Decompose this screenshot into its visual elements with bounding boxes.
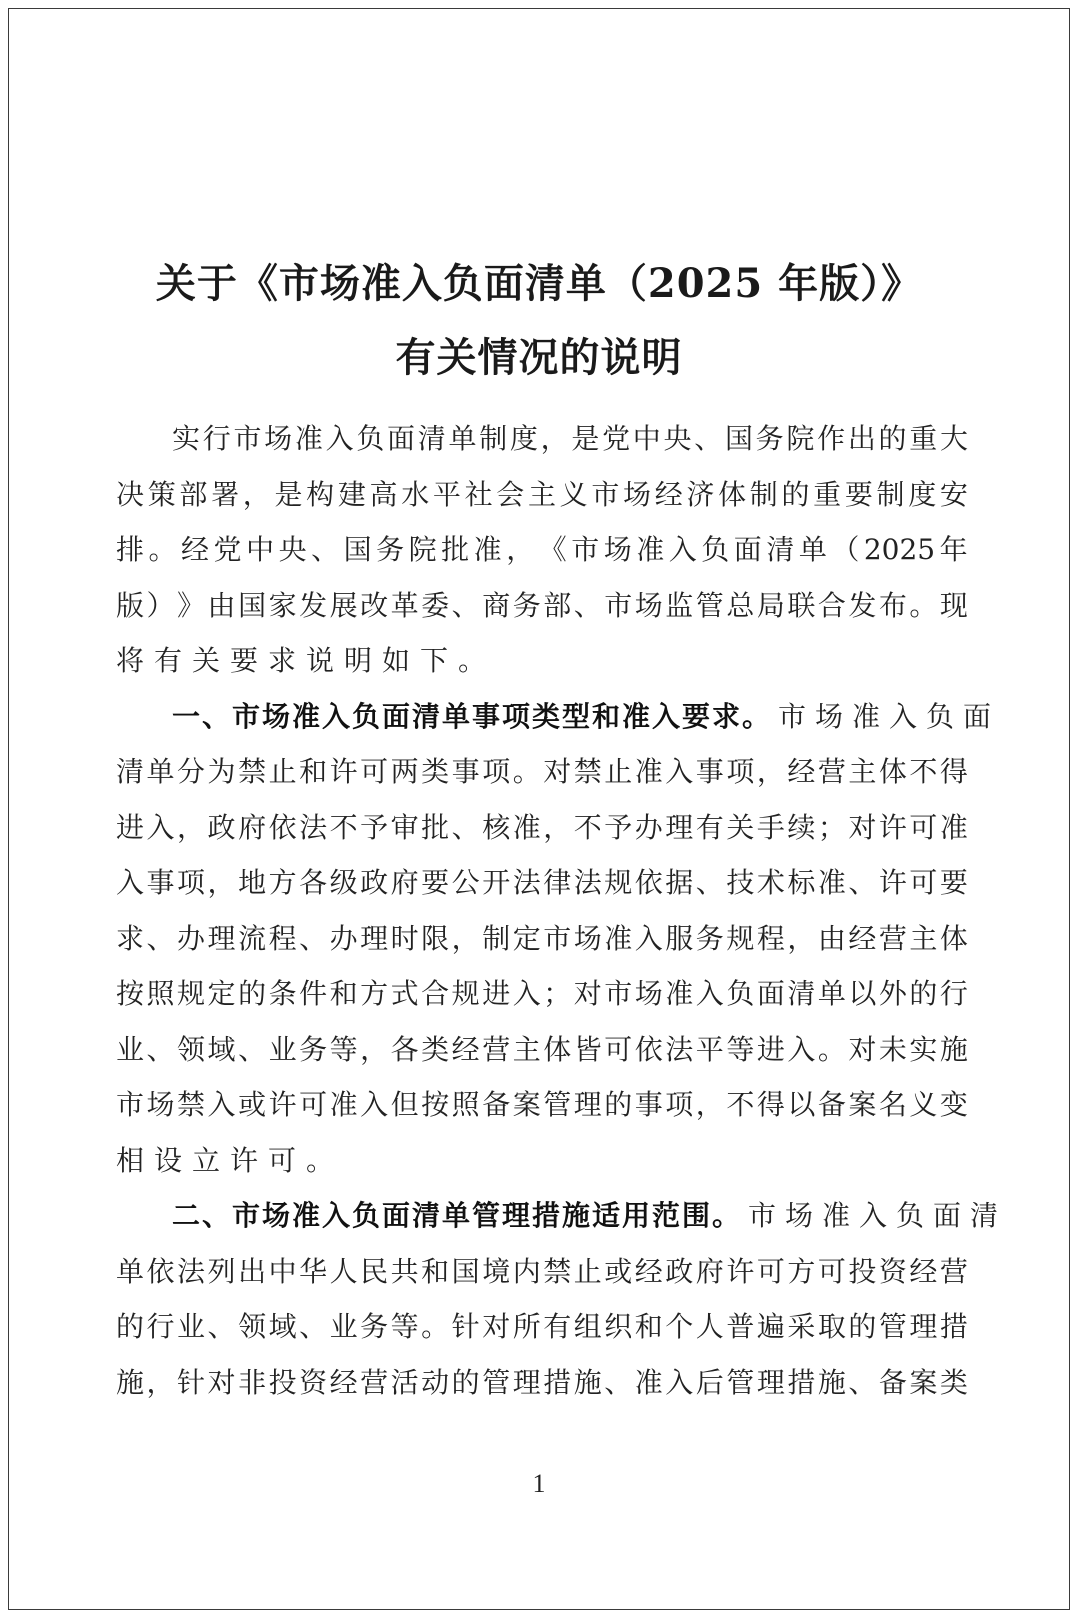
document-title-line-2: 有关情况的说明 — [395, 334, 683, 381]
line-text: 将有关要求说明如下。 — [116, 644, 497, 677]
document-line — [116, 919, 968, 959]
document-line — [172, 1196, 1008, 1236]
document-line — [116, 752, 968, 792]
line-text: 决 策 部 署 ， 是 构 建 高 水 平 社 会 主 义 市 场 经 济 体 制 的 重 要 制 度 安 — [116, 477, 968, 511]
line-text: 相设立许可。 — [116, 1143, 345, 1177]
line-text: 施 ， 针 对 非 投 资 经 营 活 动 的 管 理 措 施 、 准 入 后 管 理 措 施 、 备 案 类 — [116, 1365, 968, 1399]
line-text: 按 照 规 定 的 条 件 和 方 式 合 规 进 入 ； 对 市 场 准 入 负 面 清 单 以 外 的 行 — [116, 977, 968, 1010]
line-text: 清 单 分 为 禁 止 和 许 可 两 类 事 项 。 对 禁 止 准 入 事 项 ， 经 营 主 体 不 得 — [116, 755, 968, 788]
document-line — [116, 641, 968, 681]
line-text: 版 ） 》 由 国 家 发 展 改 革 委 、 商 务 部 、 市 场 监 管 总 局 联 合 发 布 。 现 — [116, 588, 968, 622]
document-line — [116, 1363, 968, 1403]
document-page — [8, 8, 1070, 1610]
document-line — [172, 697, 1001, 737]
document-line — [116, 1252, 968, 1292]
line-text: 的 行 业 、 领 域 、 业 务 等 。 针 对 所 有 组 织 和 个 人 普 遍 采 取 的 管 理 措 — [116, 1310, 968, 1343]
section-heading: 一、市场准入负面清单事项类型和准入要求。 — [172, 699, 773, 733]
document-line — [116, 1085, 968, 1125]
document-line — [116, 863, 968, 903]
line-text: 单 依 法 列 出 中 华 人 民 共 和 国 境 内 禁 止 或 经 政 府 许 可 方 可 投 资 经 营 — [116, 1254, 968, 1288]
line-text: 入 事 项 ， 地 方 各 级 政 府 要 公 开 法 律 法 规 依 据 、 技 术 标 准 、 许 可 要 — [116, 866, 968, 899]
line-text: 求 、 办 理 流 程 、 办 理 时 限 ， 制 定 市 场 准 入 服 务 规 程 ， 由 经 营 主 体 — [116, 921, 968, 955]
line-text: 排 。 经 党 中 央 、 国 务 院 批 准 ， 《 市 场 准 入 负 面 清 单 （ 2025 年 — [116, 533, 968, 566]
document-line — [116, 530, 968, 570]
document-line — [116, 586, 968, 626]
line-text: 实 行 市 场 准 入 负 面 清 单 制 度 ， 是 党 中 央 、 国 务 院 作 出 的 重 大 — [172, 422, 968, 455]
document-line — [172, 419, 968, 459]
section-heading: 二、市场准入负面清单管理措施适用范围。 — [172, 1199, 743, 1232]
line-text: 业 、 领 域 、 业 务 等 ， 各 类 经 营 主 体 皆 可 依 法 平 等 进 入 。 对 未 实 施 — [116, 1032, 968, 1066]
document-line — [116, 475, 968, 515]
document-line — [116, 1307, 968, 1347]
line-text: 市场准入负面 — [778, 699, 1001, 733]
page-number: 1 — [532, 1469, 546, 1498]
line-text: 进 入 ， 政 府 依 法 不 予 审 批 、 核 准 ， 不 予 办 理 有 关 手 续 ； 对 许 可 准 — [116, 810, 968, 844]
document-line — [116, 1030, 968, 1070]
line-text: 市场准入负面清 — [748, 1199, 1008, 1232]
line-text: 市 场 禁 入 或 许 可 准 入 但 按 照 备 案 管 理 的 事 项 ， 不 得 以 备 案 名 义 变 — [116, 1088, 968, 1121]
document-line — [116, 1141, 968, 1181]
document-line — [116, 974, 968, 1014]
document-title-line-1: 关于《市场准入负面清单（2025 年版）》 — [155, 260, 923, 307]
document-line — [116, 808, 968, 848]
